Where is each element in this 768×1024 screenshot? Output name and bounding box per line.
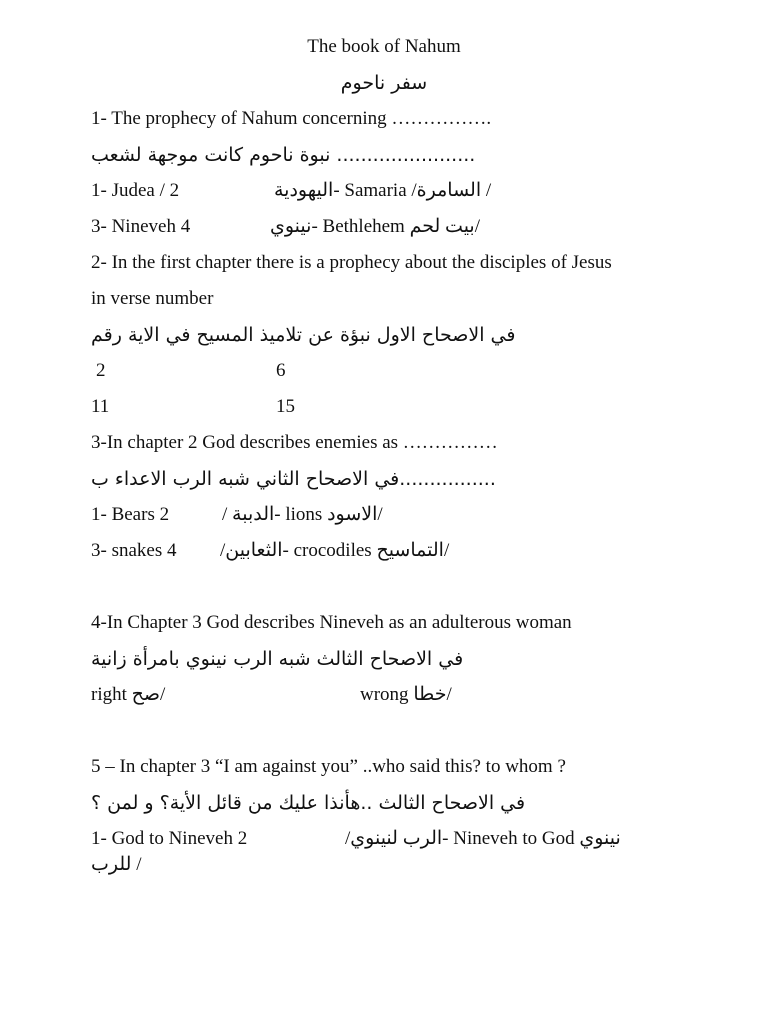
question-3-option-row-1: 1- Bears 2 (91, 504, 170, 525)
question-1-option-row-2: 3- Nineveh 4 (91, 216, 191, 237)
question-1-option-row-2-col-2: نينوي- Bethlehem بيت لحم/ (270, 216, 481, 237)
question-3-english: 3-In chapter 2 God describes enemies as …………… (91, 432, 498, 453)
question-1-option-row-1: 1- Judea / 2 (91, 180, 180, 201)
question-1-english: 1- The prophecy of Nahum concerning ……………. (91, 108, 492, 129)
title-arabic: سفر ناحوم (340, 72, 428, 94)
question-2-option-a: 2 (96, 360, 106, 381)
question-2-english-line-2: in verse number (91, 288, 214, 309)
question-5-option-row-1-col-2: /الرب لنينوي- Nineveh to God نينوي (345, 828, 621, 849)
question-3-option-row-2-col-2: /الثعابين- crocodiles التماسيح/ (220, 540, 450, 561)
question-2-arabic: في الاصحاح الاول نبؤة عن تلاميذ المسيح في الاية رقم (91, 324, 516, 346)
question-4-option-right: right صح/ (91, 684, 166, 705)
question-4-english: 4-In Chapter 3 God describes Nineveh as an adulterous woman (91, 612, 572, 633)
question-1-option-row-1-col-2: اليهودية- Samaria /السامرة / (274, 180, 492, 201)
question-2-option-d: 15 (276, 396, 295, 417)
question-3-option-row-2: 3- snakes 4 (91, 540, 177, 561)
question-3-arabic: في الاصحاح الثاني شبه الرب الاعداء ب................ (91, 468, 496, 490)
question-2-option-c: 11 (91, 396, 110, 417)
title-english: The book of Nahum (307, 36, 461, 57)
question-5-option-row-1: 1- God to Nineveh 2 (91, 828, 248, 849)
question-1-arabic: نبوة ناحوم كانت موجهة لشعب ....................... (91, 144, 476, 166)
question-5-option-row-1-wrap: للرب / (91, 854, 142, 875)
question-5-english: 5 – In chapter 3 “I am against you” ..who said this? to whom ? (91, 756, 566, 777)
question-3-option-row-1-col-2: / الدببة- lions الاسود/ (222, 504, 383, 525)
question-4-option-wrong: wrong خطا/ (360, 684, 452, 705)
question-2-english-line-1: 2- In the first chapter there is a prophecy about the disciples of Jesus (91, 252, 612, 273)
question-4-arabic: في الاصحاح الثالث شبه الرب نينوي بامرأة زانية (91, 648, 464, 670)
question-2-option-b: 6 (276, 360, 286, 381)
question-5-arabic: في الاصحاح الثالث ..هأنذا عليك من قائل الأية؟ و لمن ؟ (91, 792, 526, 814)
